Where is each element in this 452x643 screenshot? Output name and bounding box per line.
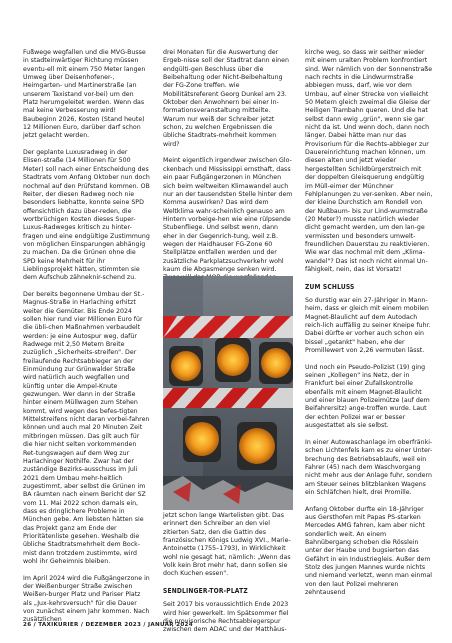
- paragraph: Und noch ein Pseudo-Polizist (19) ging seinen „Kollegen" ins Netz, der in Frankfurt bei einer Zufallskontrolle ebenfalls mit einem Magnet-Blaulicht und einer blauen Polizeimütze (auf dem Beifahrersitz) ange-troffen wurde. Laut der echten Polizei war er besser ausgestattet als sie selbst.: [305, 363, 430, 430]
- paragraph: kirche weg, so dass wir seither wieder mit einem uralten Problem konfrontiert sind. Wer nämlich von der Sonnenstraße nach rechts in die Lindwurmstraße abbiegen muss, darf, wie vor dem Umbau, auf einer Strecke von vielleicht 50 Metern gleich zweimal die Gleise der Heiligen Trambahn queren. Und die hat selbst dann ewig „grün", wenn sie gar nicht da ist. Und wenn doch, dann noch länger. Dabei hätte man nur das Provisorium für die Rechts-abbieger zur Dauereinrichtung machen können, um diesen alten und jetzt wieder hergestellten Schildbürgerstreich mit der doppelten Gleisquerung endgültig im Müll-eimer der Münchner Fehlplanungen zu ver-senken. Aber nein, der kleine Durchstich am Rondell von der Nußbaum- bis zur Lind-wurmstraße (20 Meter?) musste natürlich wieder dicht gemacht werden, um den lan-ge vermissten und besonders umwelt-freundlichen Dauerstau zu reaktivieren. Wie war das nochmal mit dem „Klima-wandel"? Das ist noch nicht einmal Un-fähigkeit, nein, das ist Vorsatz!: [305, 49, 433, 273]
- section-heading-zum-schluss: ZUM SCHLUSS: [305, 282, 355, 291]
- paragraph: Im April 2024 wird die Fußgängerzone in der Weißenburger Straße zwischen Weißen-burger Platz und Pariser Platz als „Jux-kehrsversuch" für die Dauer von zunächst einem Jahr kommen. Nach zusätzlichen: [23, 574, 150, 624]
- paragraph: In einer Autowaschanlage im oberfränki-schen Lichtenfels kam es zu einer Unter-brechung des Betriebsablaufs, weil ein Fahrer (45) nach dem Waschvorgang nicht mehr aus der Anlage fuhr, sondern am Steuer seines blitzblanken Wagens ein Schläfchen hielt, drei Promille.: [305, 438, 433, 496]
- text-column-3: [305, 49, 433, 606]
- section-heading-sendlinger-tor-platz: SENDLINGER-TOR-PLATZ: [163, 587, 248, 596]
- paragraph: jetzt schon lange Wartelisten gibt. Das erinnert den Schreiber an den viel zitierten Satz, den die Gattin des französischen Königs Ludwig XVI., Marie-Antoinette (1755–1793), in Wirklichkeit wohl nie gesagt hat, nämlich: „Wenn das Volk kein Brot mehr hat, dann sollen sie doch Kuchen essen".: [163, 512, 291, 578]
- paragraph: Der bereits begonnene Umbau der St.-Magnus-Straße in Harlaching erhitzt weiter die Gemüter. Bis Ende 2024 sollen hier rund vier Millionen Euro für die übli-chen Maßnahmen verbaudelt werden: je eine Autospur weg, dafür Radwege mit 2,50 Metern Breite zuzüglich „Sicherheits-streifen". Der freilaufende Rechtsabbieger an der Einmündung zur Grünwalder Straße wird natürlich auch wegfallen und künftig unter die Ampel-Knute gezwungen. Wer dann in der Straße hinter einem Müllwagen zum Stehen kommt, wird wegen des befes-tigten Mittelstreifens nicht daran vorbei-fahren können und auch mal 20 Minuten Zeit mitbringen müssen. Das gilt auch für die hier nicht selten vorkommenden Ret-tungswagen auf dem Weg zur Harlachinger Nothilfe. Zwar hat der zuständige Bezirks-ausschuss im Juli 2021 dem Umbau mehr-heitlich zugestimmt, aber selbst die Grünen im BA räumten nach einem Bericht der SZ vom 11. Mai 2022 schon damals ein, dass es dringlichere Probleme in München gebe. Am liebsten hätten sie das Projekt ganz am Ende der Prioritätenliste gesehen. Weshalb die übliche Stadtratsmehrheit dem Bock-mist dann trotzdem zustimmte, wird wohl ihr Geheimnis bleiben.: [23, 290, 150, 565]
- text-column-1: [23, 49, 150, 633]
- paragraph: Seit 2017 bis voraussichtlich Ende 2023 wird hier gewerkelt. Im Spätsommer fiel die provisorische Rechtsabbiegerspur zwischen dem ADAC und der Matthäus-: [163, 601, 289, 634]
- paragraph: Meint eigentlich irgendwer zwischen Glo-ckenbach und Mississippi ernsthaft, dass ein paar Fußgängerzonen in München sich beim weltweiten Klimawandel auch nur an der tausendsten Stelle hinter dem Komma auswirken? Das wird dem Weltklima wahr-scheinlich genauso am Hintern vorbeige-hen wie eine rülpsende Stubenfliege. Und selbst wenn, dann eher in der Gegenrich-tung, weil z.B. wegen der Haidhauser FG-Zone 60 Stellplätze entfallen werden und der zusätzliche Parkplatzsuchverkehr wohl kaum die Abgasmenge senken wird.: [163, 157, 293, 273]
- construction-barrier-photo: [163, 276, 293, 510]
- paragraph: Der geplante Luxusradweg in der Elisen-straße (14 Millionen für 500 Meter) soll nach einer Entscheidung des Stadtrats vom Anfang Oktober nun doch nochmal auf den Prüfstand kommen. OB Reiter, der diesen Radweg noch nie besonders liebhatte, konnte seine SPD offensichtlich dazu über-reden, die wortbrüchigen Kosten dieses Super-Luxus-Radweges kritisch zu hinter-fragen und eine endgültige Zustimmung von möglichen Einsparungen abhängig zu machen. Da die Grünen ohne die SPD keine Mehrheit für ihr Lieblingsprojekt hätten, stimmten sie dem Aufschub zähneknir-schend zu.: [23, 149, 150, 282]
- paragraph: drei Monaten für die Auswertung der Ergeb-nisse soll der Stadtrat dann einen endgülti-gen Beschluss über die Beibehaltung oder Nicht-Beibehaltung der FG-Zone treffen. wie Mobilitätsreferent Georg Dunkel am 23. Oktober den Anwohnern bei einer In-formationsveranstaltung mitteilte. Warum nur weiß der Schreiber jetzt schon, zu welchen Ergebnissen die übliche Stadtrats-mehrheit kommen wird?: [163, 49, 289, 148]
- page-footer: 26 / TAXIKURIER / DEZEMBER 2023 / JANUAR 2024: [23, 622, 193, 628]
- paragraph: So durstig war ein 27-Jähriger in Mann-heim, dass er gleich mit einem mobilen Magnet-Blaulicht auf dem Autodach reich-lich auffällig zu seiner Kneipe fuhr. Dabei dürfte er vorher auch schon ein bissel „getankt" haben, ehe der Promillewert von 2,26 vermuten lässt.: [305, 296, 431, 355]
- paragraph: Anfang Oktober durfte ein 18-Jähriger aus Gersthofen mit Papas PS-starken Mercedes AMG fahren, kam aber nicht sonderlich weit. An einem Bahnübergang schoben die Rösslein unter der Haube und bugsierten das Gefährt in ein Industriegleis. Außer dem Stolz des jungen Mannes wurde nichts und niemand verletzt, wenn man einmal von den laut Polizei mehreren zehntausend: [305, 505, 433, 596]
- paragraph: Fußwege wegfallen und die MVG-Busse in stadteinwärtiger Richtung müssen eventu-ell mit einem 750 Meter langen Umweg über Deisenhofener-, Heimgarten- und Martinerstraße (an unserem Taxistand vor-bei) um den Platz herumgeleitet werden. Wenn das mal keine Verbesserung wird! Baubeginn 2026, Kosten (Stand heute) 12 Millionen Euro, darüber darf schon jetzt gelacht werden.: [23, 49, 146, 140]
